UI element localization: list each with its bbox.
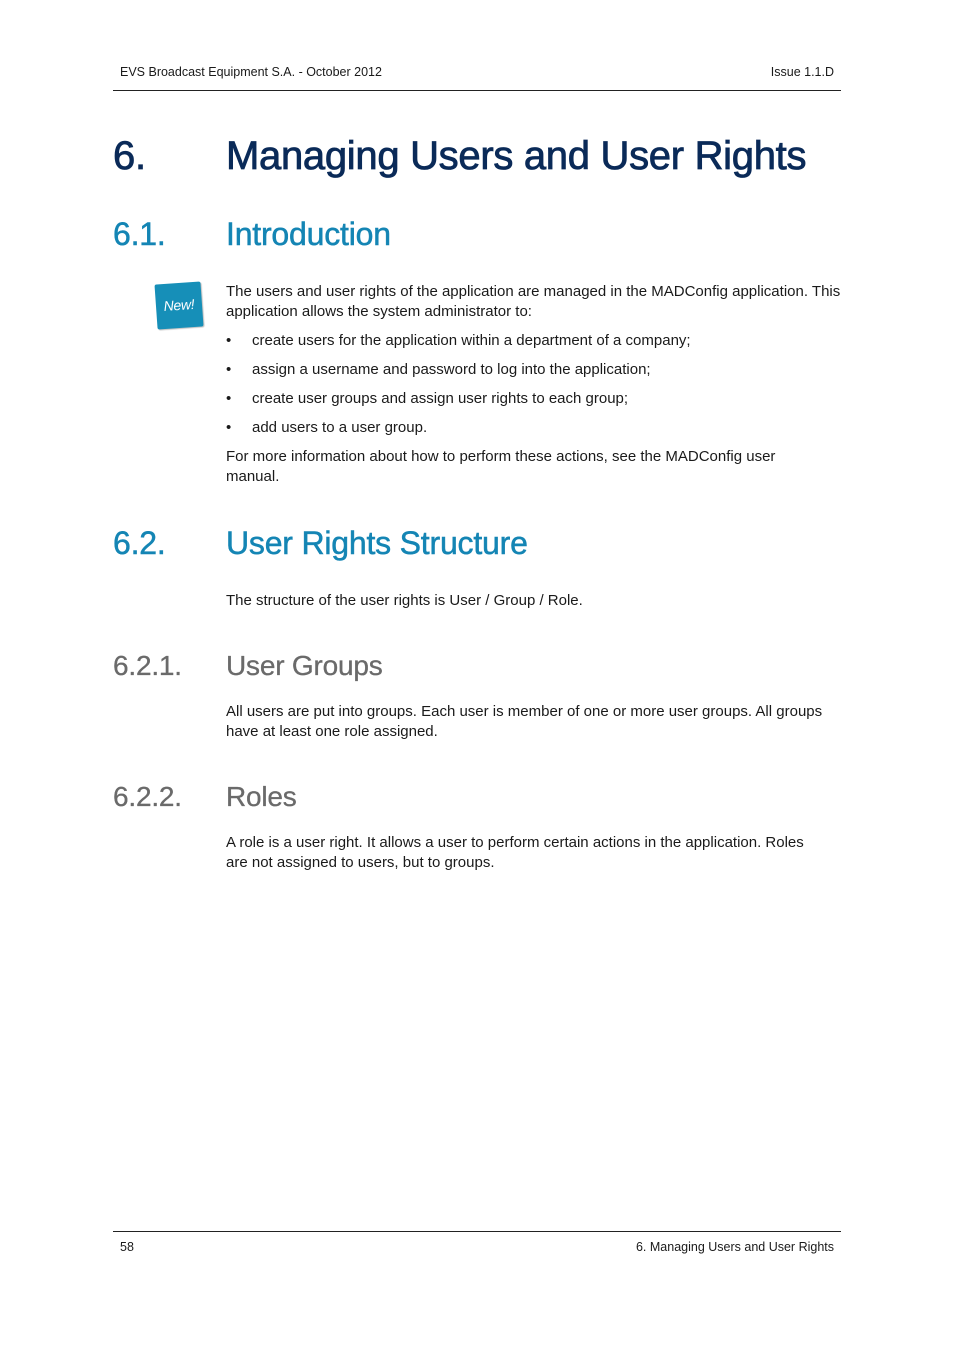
header-left-text: EVS Broadcast Equipment S.A. - October 2012 — [120, 65, 382, 79]
chapter-title: Managing Users and User Rights — [226, 134, 807, 178]
list-item-text: assign a username and password to log into the application; — [252, 361, 651, 378]
header-rule — [113, 90, 841, 91]
subsection-number: 6.2.2. — [113, 781, 182, 812]
user-groups-paragraph: All users are put into groups. Each user is member of one or more user groups. All groups have at least one role assigned. — [226, 703, 823, 740]
section-title: Introduction — [226, 216, 391, 252]
bullet-symbol: • — [226, 419, 232, 436]
subsection-number: 6.2.1. — [113, 650, 182, 681]
new-badge-icon — [154, 281, 203, 329]
chapter-number: 6. — [113, 134, 146, 178]
page-number: 58 — [120, 1240, 134, 1254]
footer-chapter-title: 6. Managing Users and User Rights — [635, 1240, 834, 1254]
more-info-paragraph: For more information about how to perform these actions, see the MADConfig user manual. — [226, 448, 776, 485]
subsection-title: Roles — [226, 781, 297, 812]
new-badge-label: New! — [163, 295, 195, 315]
structure-paragraph: The structure of the user rights is User / Group / Role. — [226, 592, 583, 609]
list-item-text: add users to a user group. — [252, 419, 428, 436]
roles-paragraph: A role is a user right. It allows a user to perform certain actions in the application. Roles are not assigned to users, but to groups. — [226, 834, 804, 871]
footer-rule — [113, 1231, 841, 1232]
list-item-text: create user groups and assign user rights to each group; — [252, 390, 629, 407]
bullet-symbol: • — [226, 361, 232, 378]
section-number: 6.1. — [113, 216, 166, 252]
header-issue-text: Issue 1.1.D — [770, 65, 834, 79]
section-number: 6.2. — [113, 525, 166, 561]
subsection-title: User Groups — [226, 650, 383, 681]
bullet-symbol: • — [226, 390, 232, 407]
intro-paragraph: The users and user rights of the application are managed in the MADConfig application. This application allows the system administrator to: — [226, 283, 841, 320]
bullet-symbol: • — [226, 332, 232, 349]
section-title: User Rights Structure — [226, 525, 528, 561]
list-item-text: create users for the application within a department of a company; — [252, 332, 691, 349]
